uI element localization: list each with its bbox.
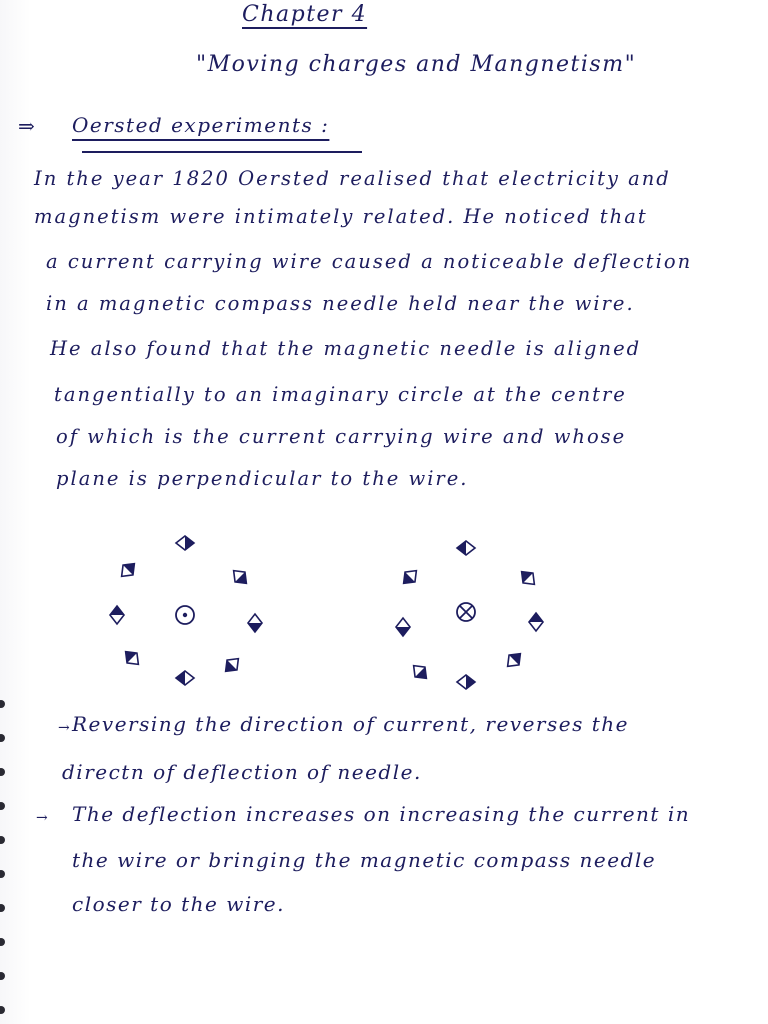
compass-needle-icon <box>409 661 432 684</box>
section-heading: Oersted experiments : <box>72 113 330 137</box>
binding-hole <box>0 972 5 980</box>
binding-hole <box>0 904 5 912</box>
binding-hole <box>0 768 5 776</box>
current-into-page-figure <box>457 603 475 621</box>
binding-hole <box>0 836 5 844</box>
bullet-line: directn of deflection of needle. <box>62 760 422 784</box>
compass-needle-icon <box>221 654 244 677</box>
compass-needle-diagrams <box>0 520 768 700</box>
spiral-binding <box>0 0 10 1024</box>
binding-hole <box>0 1006 5 1014</box>
paragraph-line: a current carrying wire caused a noticeable deflection <box>46 250 693 273</box>
bullet-line: The deflection increases on increasing the current in <box>72 802 691 826</box>
binding-hole <box>0 870 5 878</box>
binding-hole <box>0 734 5 742</box>
bullet-line: the wire or bringing the magnetic compass needle <box>72 848 657 872</box>
compass-needle-icon <box>176 536 194 550</box>
binding-hole <box>0 938 5 946</box>
implies-arrow-icon: ⇒ <box>18 114 37 138</box>
bullet-arrow-icon: → <box>58 720 70 736</box>
bullet-arrow-icon: → <box>36 810 48 826</box>
compass-needle-icon <box>457 675 475 689</box>
paragraph-line: of which is the current carrying wire and whose <box>56 425 627 448</box>
binding-hole <box>0 700 5 708</box>
paragraph-line: plane is perpendicular to the wire. <box>56 467 469 490</box>
compass-needle-icon <box>117 559 140 582</box>
compass-needle-icon <box>248 614 262 632</box>
compass-needle-icon <box>110 606 124 624</box>
paragraph-line: He also found that the magnetic needle is aligned <box>50 337 642 360</box>
paragraph-line: In the year 1820 Oersted realised that electricity and <box>34 167 671 190</box>
paragraph-line: magnetism were intimately related. He noticed that <box>34 205 648 228</box>
compass-needle-icon <box>229 566 252 589</box>
wire-dot <box>183 613 187 617</box>
paragraph-line: tangentially to an imaginary circle at the centre <box>54 383 627 406</box>
chapter-heading: Chapter 4 <box>242 2 368 27</box>
compass-needle-icon <box>176 671 194 685</box>
bullet-line: closer to the wire. <box>72 892 285 916</box>
compass-needle-icon <box>503 649 526 672</box>
compass-needle-icon <box>457 541 475 555</box>
bullet-line: Reversing the direction of current, reverses the <box>72 712 629 736</box>
compass-needle-icon <box>121 647 144 670</box>
compass-needle-icon <box>399 566 422 589</box>
current-out-of-page-figure <box>176 606 194 624</box>
compass-needle-icon <box>517 567 540 590</box>
chapter-title: "Moving charges and Mangnetism" <box>196 52 637 77</box>
paragraph-line: in a magnetic compass needle held near the wire. <box>46 292 635 315</box>
binding-hole <box>0 802 5 810</box>
heading-underline <box>82 151 362 153</box>
compass-needle-icon <box>529 613 543 631</box>
compass-needle-icon <box>396 618 410 636</box>
